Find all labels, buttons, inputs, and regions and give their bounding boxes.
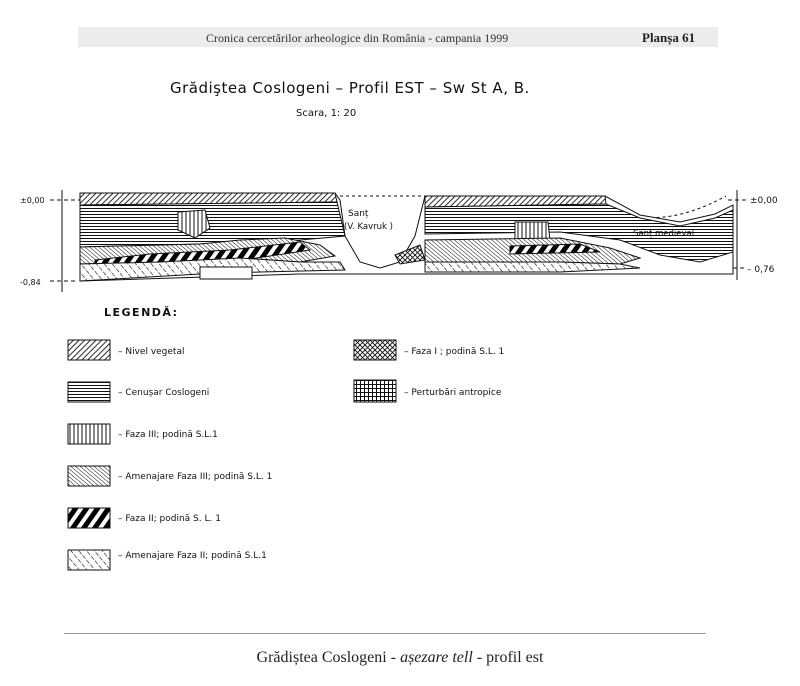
legend-item — [68, 550, 267, 570]
legend-item — [68, 508, 221, 528]
caption-site: Grădiștea Coslogeni - — [256, 649, 401, 666]
caption-type: așezare tell — [400, 649, 473, 666]
legend-label: – Faza II; podină S. L. 1 — [118, 514, 221, 524]
level-right-bottom: – 0,76 — [747, 265, 775, 275]
legend-swatch — [68, 340, 110, 360]
legend-label: – Perturbări antropice — [404, 388, 502, 398]
caption-rule — [64, 633, 706, 634]
figure-title: Grădiştea Coslogeni – Profil EST – Sw St A, B. — [170, 79, 530, 97]
legend-swatch — [68, 508, 110, 528]
medieval-ditch-label: Sanț medieval — [633, 229, 695, 239]
legend-label: – Faza III; podină S.L.1 — [118, 430, 218, 440]
ditch-label: Sanț — [348, 209, 369, 219]
plate-number: Planșa 61 — [642, 30, 696, 45]
legend-heading: LEGENDĂ: — [104, 306, 179, 319]
legend-item — [68, 382, 209, 402]
legend-item — [68, 466, 272, 486]
legend-label: – Nivel vegetal — [118, 347, 185, 357]
ditch-sublabel: (V. Kavruk ) — [344, 222, 393, 232]
legend-swatch — [354, 380, 396, 402]
figure-caption — [0, 649, 800, 667]
legend-label: – Amenajare Faza III; podină S.L. 1 — [118, 472, 273, 482]
legend-item — [354, 340, 504, 360]
caption-view: - profil est — [472, 649, 544, 666]
level-left-top: ±0,00 — [20, 196, 45, 205]
level-left-bottom: -0,84 — [20, 278, 41, 287]
legend-item — [68, 424, 218, 444]
legend-swatch — [68, 424, 110, 444]
figure-scale: Scara, 1: 20 — [296, 108, 357, 119]
legend-label: – Amenajare Faza II; podină S.L.1 — [118, 551, 267, 561]
legend-swatch — [68, 550, 110, 570]
legend-item — [354, 380, 502, 402]
legend-swatch — [68, 466, 110, 486]
legend-label: – Faza I ; podină S.L. 1 — [404, 347, 505, 357]
legend-item — [68, 340, 184, 360]
legend-swatch — [68, 382, 110, 402]
legend-label: – Cenușar Coslogeni — [118, 388, 210, 398]
legend-swatch — [354, 340, 396, 360]
level-right-top: ±0,00 — [750, 196, 778, 206]
journal-title: Cronica cercetărilor arheologice din România - campania 1999 — [206, 31, 509, 45]
